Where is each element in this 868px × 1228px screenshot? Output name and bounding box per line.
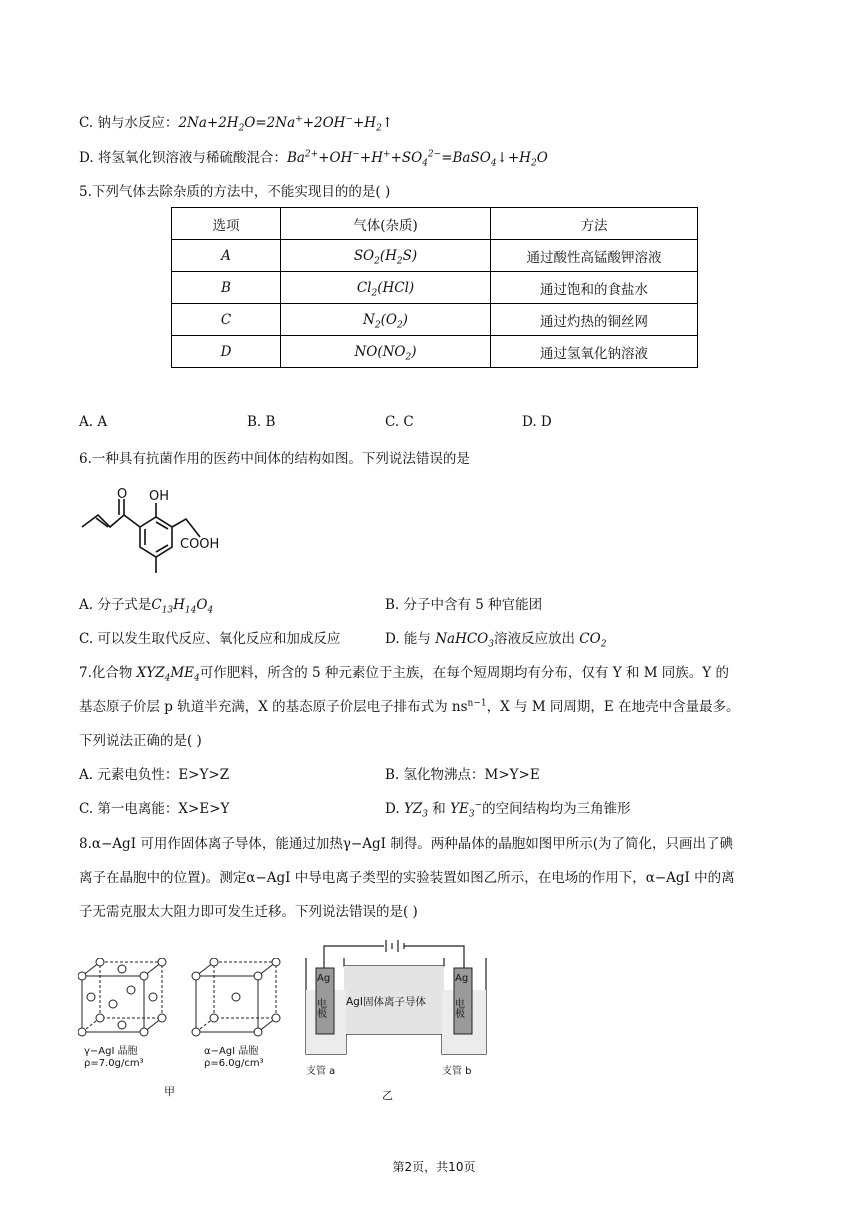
q6-option-b: B. 分子中含有 5 种官能团	[385, 597, 543, 613]
table-cell: $SO_2(H_2S)$	[281, 240, 491, 272]
q7-option-a: A. 元素电负性：E>Y>Z	[79, 767, 230, 783]
table-cell: $Cl_2(HCl)$	[281, 272, 491, 304]
q5-answer-c: C. C	[385, 414, 414, 430]
q5-answer-d: D. D	[522, 414, 552, 430]
q4-option-c: C. 钠与水反应：$2Na+2H_2O=2Na^++2OH^-+H_2↑$	[79, 114, 394, 134]
table-cell: 通过饱和的食盐水	[491, 272, 698, 304]
table-header: 选项	[172, 208, 281, 240]
table-row	[172, 304, 698, 336]
page-footer: 第2页，共10页	[392, 1160, 476, 1174]
q6-option-a: A. 分子式是$C_{13}H_{14}O_4$	[79, 597, 214, 616]
molecule-structure	[76, 485, 246, 577]
tube-b-label: 支管 b	[442, 1066, 472, 1077]
q6-option-d: D. 能与 NaHCO$_3$溶液反应放出 $CO_2$	[385, 631, 607, 650]
q7-stem-line3: 下列说法正确的是( )	[79, 733, 202, 749]
gamma-cell-label: γ−AgI 晶胞	[84, 1046, 138, 1057]
q4-option-d: D. 将氢氧化钡溶液与稀硫酸混合：$Ba^{2+}+OH^-+H^++SO_4^{2-}=BaSO_4↓+H_2O$	[79, 149, 548, 169]
q5-stem: 5.下列气体去除杂质的方法中，不能实现目的的是( )	[79, 184, 391, 200]
gamma-cell-density: ρ=7.0g/cm³	[84, 1058, 144, 1069]
table-cell: $NO(NO_2)$	[281, 336, 491, 368]
q5-table	[171, 207, 698, 368]
table-cell: 通过氢氧化钠溶液	[491, 336, 698, 368]
table-row	[172, 272, 698, 304]
table-cell: C	[172, 304, 281, 336]
struct-oh-label: OH	[149, 489, 170, 504]
table-cell: A	[172, 240, 281, 272]
table-row	[172, 336, 698, 368]
table-header-row	[172, 208, 698, 240]
q7-stem-line2: 基态原子价层 p 轨道半充满，X 的基态原子价层电子排布式为 $ns^{n-1}$，X 与 M 同周期，E 在地壳中含量最多。	[79, 698, 740, 715]
right-electrode-ag: Ag	[455, 973, 469, 984]
alpha-cell-density: ρ=6.0g/cm³	[204, 1058, 264, 1069]
figure-jia-unit-cells	[78, 958, 288, 1040]
figure-yi-apparatus	[302, 936, 490, 1064]
table-cell: 通过灼热的铜丝网	[491, 304, 698, 336]
figure-yi-caption: 乙	[382, 1089, 393, 1102]
table-cell: D	[172, 336, 281, 368]
q7-stem-line1: 7.化合物 $XYZ_4ME_4$可作肥料，所含的 5 种元素位于主族，在每个短周期均有分布，仅有 Y 和 M 同族。Y 的	[79, 665, 730, 684]
table-cell: 通过酸性高锰酸钾溶液	[491, 240, 698, 272]
q7-option-b: B. 氢化物沸点：M>Y>E	[385, 767, 540, 783]
struct-o-label: O	[117, 487, 128, 502]
q8-stem-line2: 离子在晶胞中的位置)。测定α−AgI 中导电离子类型的实验装置如图乙所示，在电场的作用下，α−AgI 中的离	[79, 870, 735, 886]
q5-answer-a: A. A	[79, 414, 108, 430]
q8-stem-line1: 8.α−AgI 可用作固体离子导体，能通过加热γ−AgI 制得。两种晶体的晶胞如图甲所示(为了简化，只画出了碘	[79, 836, 733, 852]
q5-answer-b: B. B	[247, 414, 276, 430]
left-electrode-text: 电极	[314, 998, 326, 1018]
table-row	[172, 240, 698, 272]
q8-stem-line3: 子无需克服太大阻力即可发生迁移。下列说法错误的是( )	[79, 904, 418, 920]
q7-option-c: C. 第一电离能：X>E>Y	[79, 801, 230, 817]
table-cell: B	[172, 272, 281, 304]
figure-jia-caption: 甲	[164, 1085, 175, 1098]
left-electrode-ag: Ag	[317, 973, 331, 984]
struct-cooh-label: COOH	[180, 537, 220, 552]
q6-option-c: C. 可以发生取代反应、氧化反应和加成反应	[79, 631, 341, 647]
conductor-label: AgI固体离子导体	[346, 996, 426, 1008]
alpha-cell-label: α−AgI 晶胞	[204, 1046, 259, 1057]
table-header: 方法	[491, 208, 698, 240]
tube-a-label: 支管 a	[306, 1066, 336, 1077]
right-electrode-text: 电极	[452, 998, 464, 1018]
table-cell: $N_2(O_2)$	[281, 304, 491, 336]
q7-option-d: D. $YZ_3$ 和 $YE_3^-$的空间结构均为三角锥形	[385, 800, 631, 820]
q6-stem: 6.一种具有抗菌作用的医药中间体的结构如图。下列说法错误的是	[79, 451, 470, 467]
table-header: 气体(杂质)	[281, 208, 491, 240]
